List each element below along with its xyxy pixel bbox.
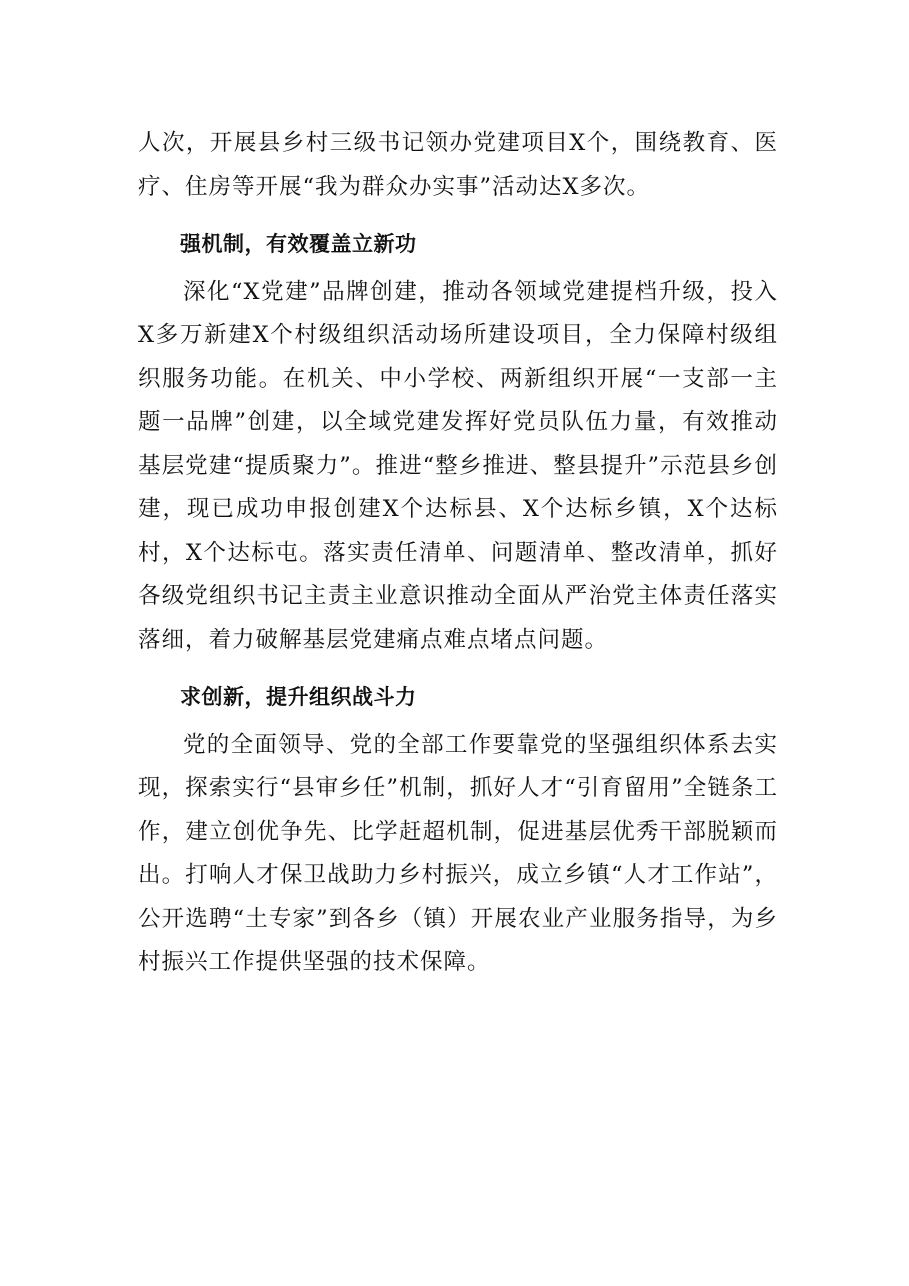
document-body: [138, 122, 778, 985]
intro-paragraph: 人次，开展县乡村三级书记领办党建项目X个，围绕教育、医疗、住房等开展“我为群众办实事”活动达X多次。: [138, 130, 778, 200]
section-paragraph-mechanism: 深化“X党建”品牌创建，推动各领域党建提档升级，投入X多万新建X个村级组织活动场所建设项目，全力保障村级组织服务功能。在机关、中小学校、两新组织开展“一支部一主题一品牌”创建，以全域党建发挥好党员队伍力量，有效推动基层党建“提质聚力”。推进“整乡推进、整县提升”示范县乡创建，现已成功申报创建X个达标县、X个达标乡镇，X个达标村，X个达标屯。落实责任清单、问题清单、整改清单，抓好各级党组织书记主责主业意识推动全面从严治党主体责任落实落细，着力破解基层党建痛点难点堵点问题。: [138, 278, 778, 653]
section-heading-innovation: 求创新，提升组织战斗力: [180, 685, 417, 709]
section-heading-mechanism: 强机制，有效覆盖立新功: [180, 232, 417, 256]
section-paragraph-innovation: 党的全面领导、党的全部工作要靠党的坚强组织体系去实现，探索实行“县审乡任”机制，抓好人才“引育留用”全链条工作，建立创优争先、比学赶超机制，促进基层优秀干部脱颖而出。打响人才保卫战助力乡村振兴，成立乡镇“人才工作站”，公开选聘“土专家”到各乡（镇）开展农业产业服务指导，为乡村振兴工作提供坚强的技术保障。: [138, 731, 778, 975]
